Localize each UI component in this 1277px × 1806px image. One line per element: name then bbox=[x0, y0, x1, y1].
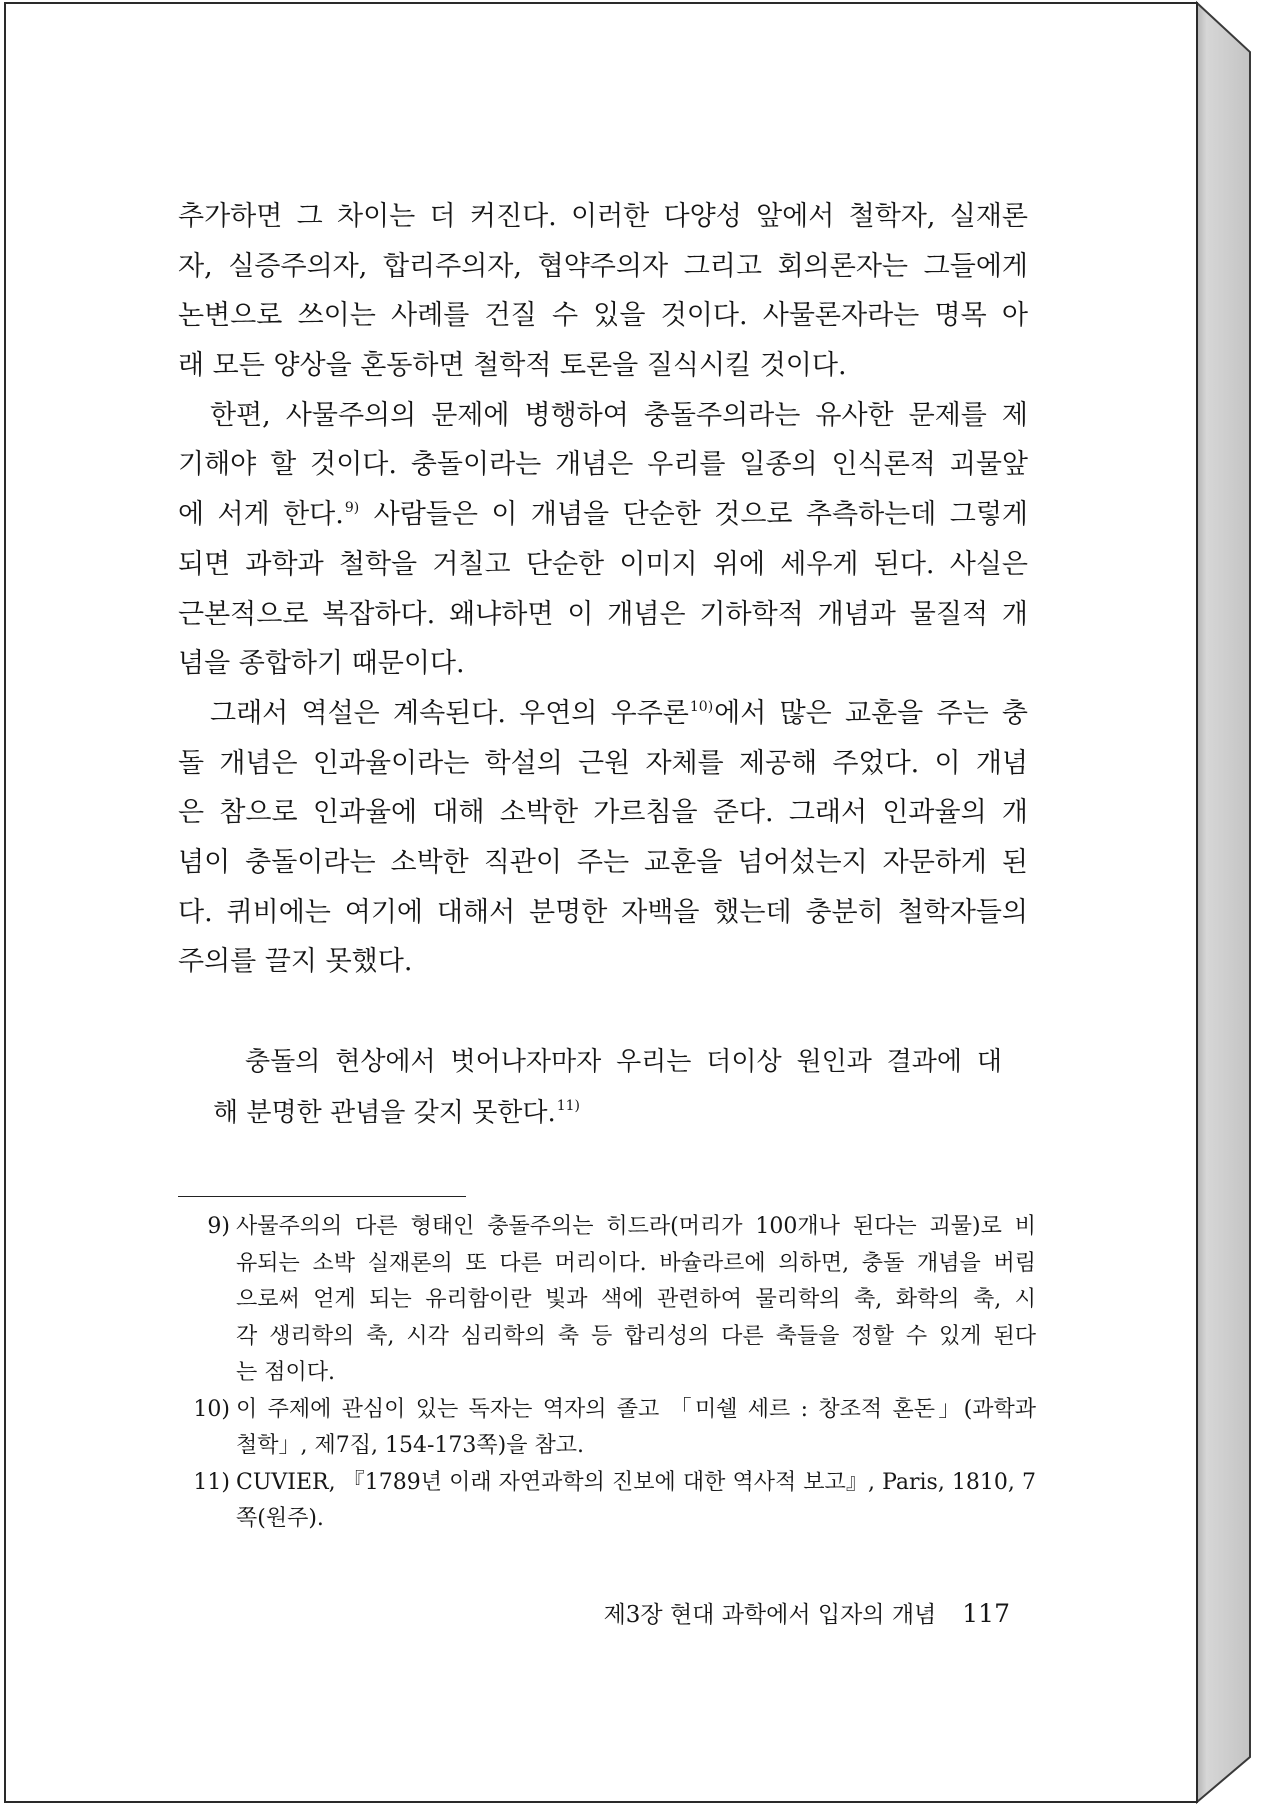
text-line: 돌 개념은 인과율이라는 학설의 근원 자체를 제공해 주었다. 이 개념 bbox=[178, 747, 1028, 779]
text-segment: 사람들은 이 개념을 단순한 것으로 추측하는데 그렇게 bbox=[360, 499, 1028, 531]
text-line: 되면 과학과 철학을 거칠고 단순한 이미지 위에 세우게 된다. 사실은 bbox=[178, 548, 1028, 580]
text-line: 주의를 끌지 못했다. bbox=[178, 946, 413, 978]
footnote-line: 철학」, 제7집, 154-173쪽)을 참고. bbox=[236, 1433, 584, 1458]
text-line: 념이 충돌이라는 소박한 직관이 주는 교훈을 넘어섰는지 자문하게 된 bbox=[178, 846, 1028, 878]
footnote-9 bbox=[178, 1209, 1036, 1392]
footnote-row bbox=[178, 1209, 1036, 1246]
footnote-11 bbox=[178, 1465, 1036, 1538]
text-line: 다. 퀴비에는 여기에 대해서 분명한 자백을 했는데 충분히 철학자들의 bbox=[178, 896, 1028, 928]
footnote-10 bbox=[178, 1392, 1036, 1465]
text-line: 논변으로 쓰이는 사례를 건질 수 있을 것이다. 사물론자라는 명목 아 bbox=[178, 300, 1028, 332]
text-segment: 에 서게 한다. bbox=[178, 499, 344, 531]
footnote-row bbox=[178, 1319, 1036, 1356]
paragraph bbox=[178, 391, 1028, 689]
footnote-ref: 9) bbox=[344, 500, 360, 517]
text-line: 래 모든 양상을 혼동하면 철학적 토론을 질식시킬 것이다. bbox=[178, 350, 847, 382]
footnote-line: 이 주제에 관심이 있는 독자는 역자의 졸고 「미쉘 세르 : 창조적 혼돈」(과학과 bbox=[236, 1396, 1036, 1422]
text-line: 기해야 할 것이다. 충돌이라는 개념은 우리를 일종의 인식론적 괴물앞 bbox=[178, 449, 1028, 481]
footnote-separator bbox=[178, 1196, 466, 1197]
text-line: 념을 종합하기 때문이다. bbox=[178, 648, 465, 680]
footnote-line: 각 생리학의 축, 시각 심리학의 축 등 합리성의 다른 축들을 정할 수 있게 된다 bbox=[236, 1323, 1036, 1349]
footnote-number: 11) bbox=[193, 1469, 230, 1495]
chapter-title: 제3장 현대 과학에서 입자의 개념 bbox=[603, 1602, 937, 1628]
footnote-line: 사물주의의 다른 형태인 충돌주의는 히드라(머리가 100개나 된다는 괴물)로 비 bbox=[236, 1214, 1036, 1239]
text-segment: 해 분명한 관념을 갖지 못한다. bbox=[213, 1097, 556, 1128]
quote-line bbox=[213, 1088, 1002, 1139]
body-text bbox=[178, 192, 1028, 987]
footnote-row bbox=[178, 1428, 1036, 1465]
block-quote bbox=[213, 1037, 1002, 1138]
text-line: 추가하면 그 차이는 더 커진다. 이러한 다양성 앞에서 철학자, 실재론 bbox=[178, 201, 1028, 232]
footnote-row bbox=[178, 1246, 1036, 1283]
text-segment: 그래서 역설은 계속된다. 우연의 우주론 bbox=[210, 697, 689, 729]
quote-line: 충돌의 현상에서 벗어나자마자 우리는 더이상 원인과 결과에 대 bbox=[245, 1047, 1002, 1077]
footnote-ref: 10) bbox=[689, 698, 714, 715]
footnote-line: 유되는 소박 실재론의 또 다른 머리이다. 바슐라르에 의하면, 충돌 개념을 버림 bbox=[236, 1250, 1036, 1276]
footnote-line: 으로써 얻게 되는 유리함이란 빛과 색에 관련하여 물리학의 축, 화학의 축, 시 bbox=[236, 1287, 1036, 1312]
text-segment: 에서 많은 교훈을 주는 충 bbox=[714, 697, 1028, 729]
running-footer bbox=[604, 1597, 1010, 1632]
footnote-line: CUVIER, 『1789년 이래 자연과학의 진보에 대한 역사적 보고』, Paris, 1810, 7 bbox=[236, 1469, 1036, 1495]
page-number: 117 bbox=[962, 1599, 1010, 1628]
paragraph bbox=[178, 192, 1028, 391]
text-line: 근본적으로 복잡하다. 왜냐하면 이 개념은 기하학적 개념과 물질적 개 bbox=[178, 598, 1028, 630]
text-line: 자, 실증주의자, 합리주의자, 협약주의자 그리고 회의론자는 그들에게 bbox=[178, 250, 1028, 282]
footnote-row bbox=[178, 1282, 1036, 1319]
text-line bbox=[178, 689, 1028, 739]
footnote-line: 는 점이다. bbox=[236, 1360, 335, 1385]
footnotes bbox=[178, 1209, 1036, 1538]
footnote-row bbox=[178, 1501, 1036, 1538]
footnote-number: 10) bbox=[193, 1396, 230, 1422]
text-line bbox=[178, 490, 1028, 540]
footnote-row bbox=[178, 1355, 1036, 1392]
paragraph bbox=[178, 689, 1028, 987]
footnote-line: 쪽(원주). bbox=[236, 1506, 324, 1531]
page-edge bbox=[1197, 3, 1250, 1802]
footnote-ref: 11) bbox=[556, 1097, 580, 1114]
footnote-row bbox=[178, 1392, 1036, 1429]
footnote-row bbox=[178, 1465, 1036, 1502]
text-line: 은 참으로 인과율에 대해 소박한 가르침을 준다. 그래서 인과율의 개 bbox=[178, 797, 1028, 829]
footnote-number: 9) bbox=[207, 1214, 230, 1239]
text-line: 한편, 사물주의의 문제에 병행하여 충돌주의라는 유사한 문제를 제 bbox=[210, 399, 1028, 431]
